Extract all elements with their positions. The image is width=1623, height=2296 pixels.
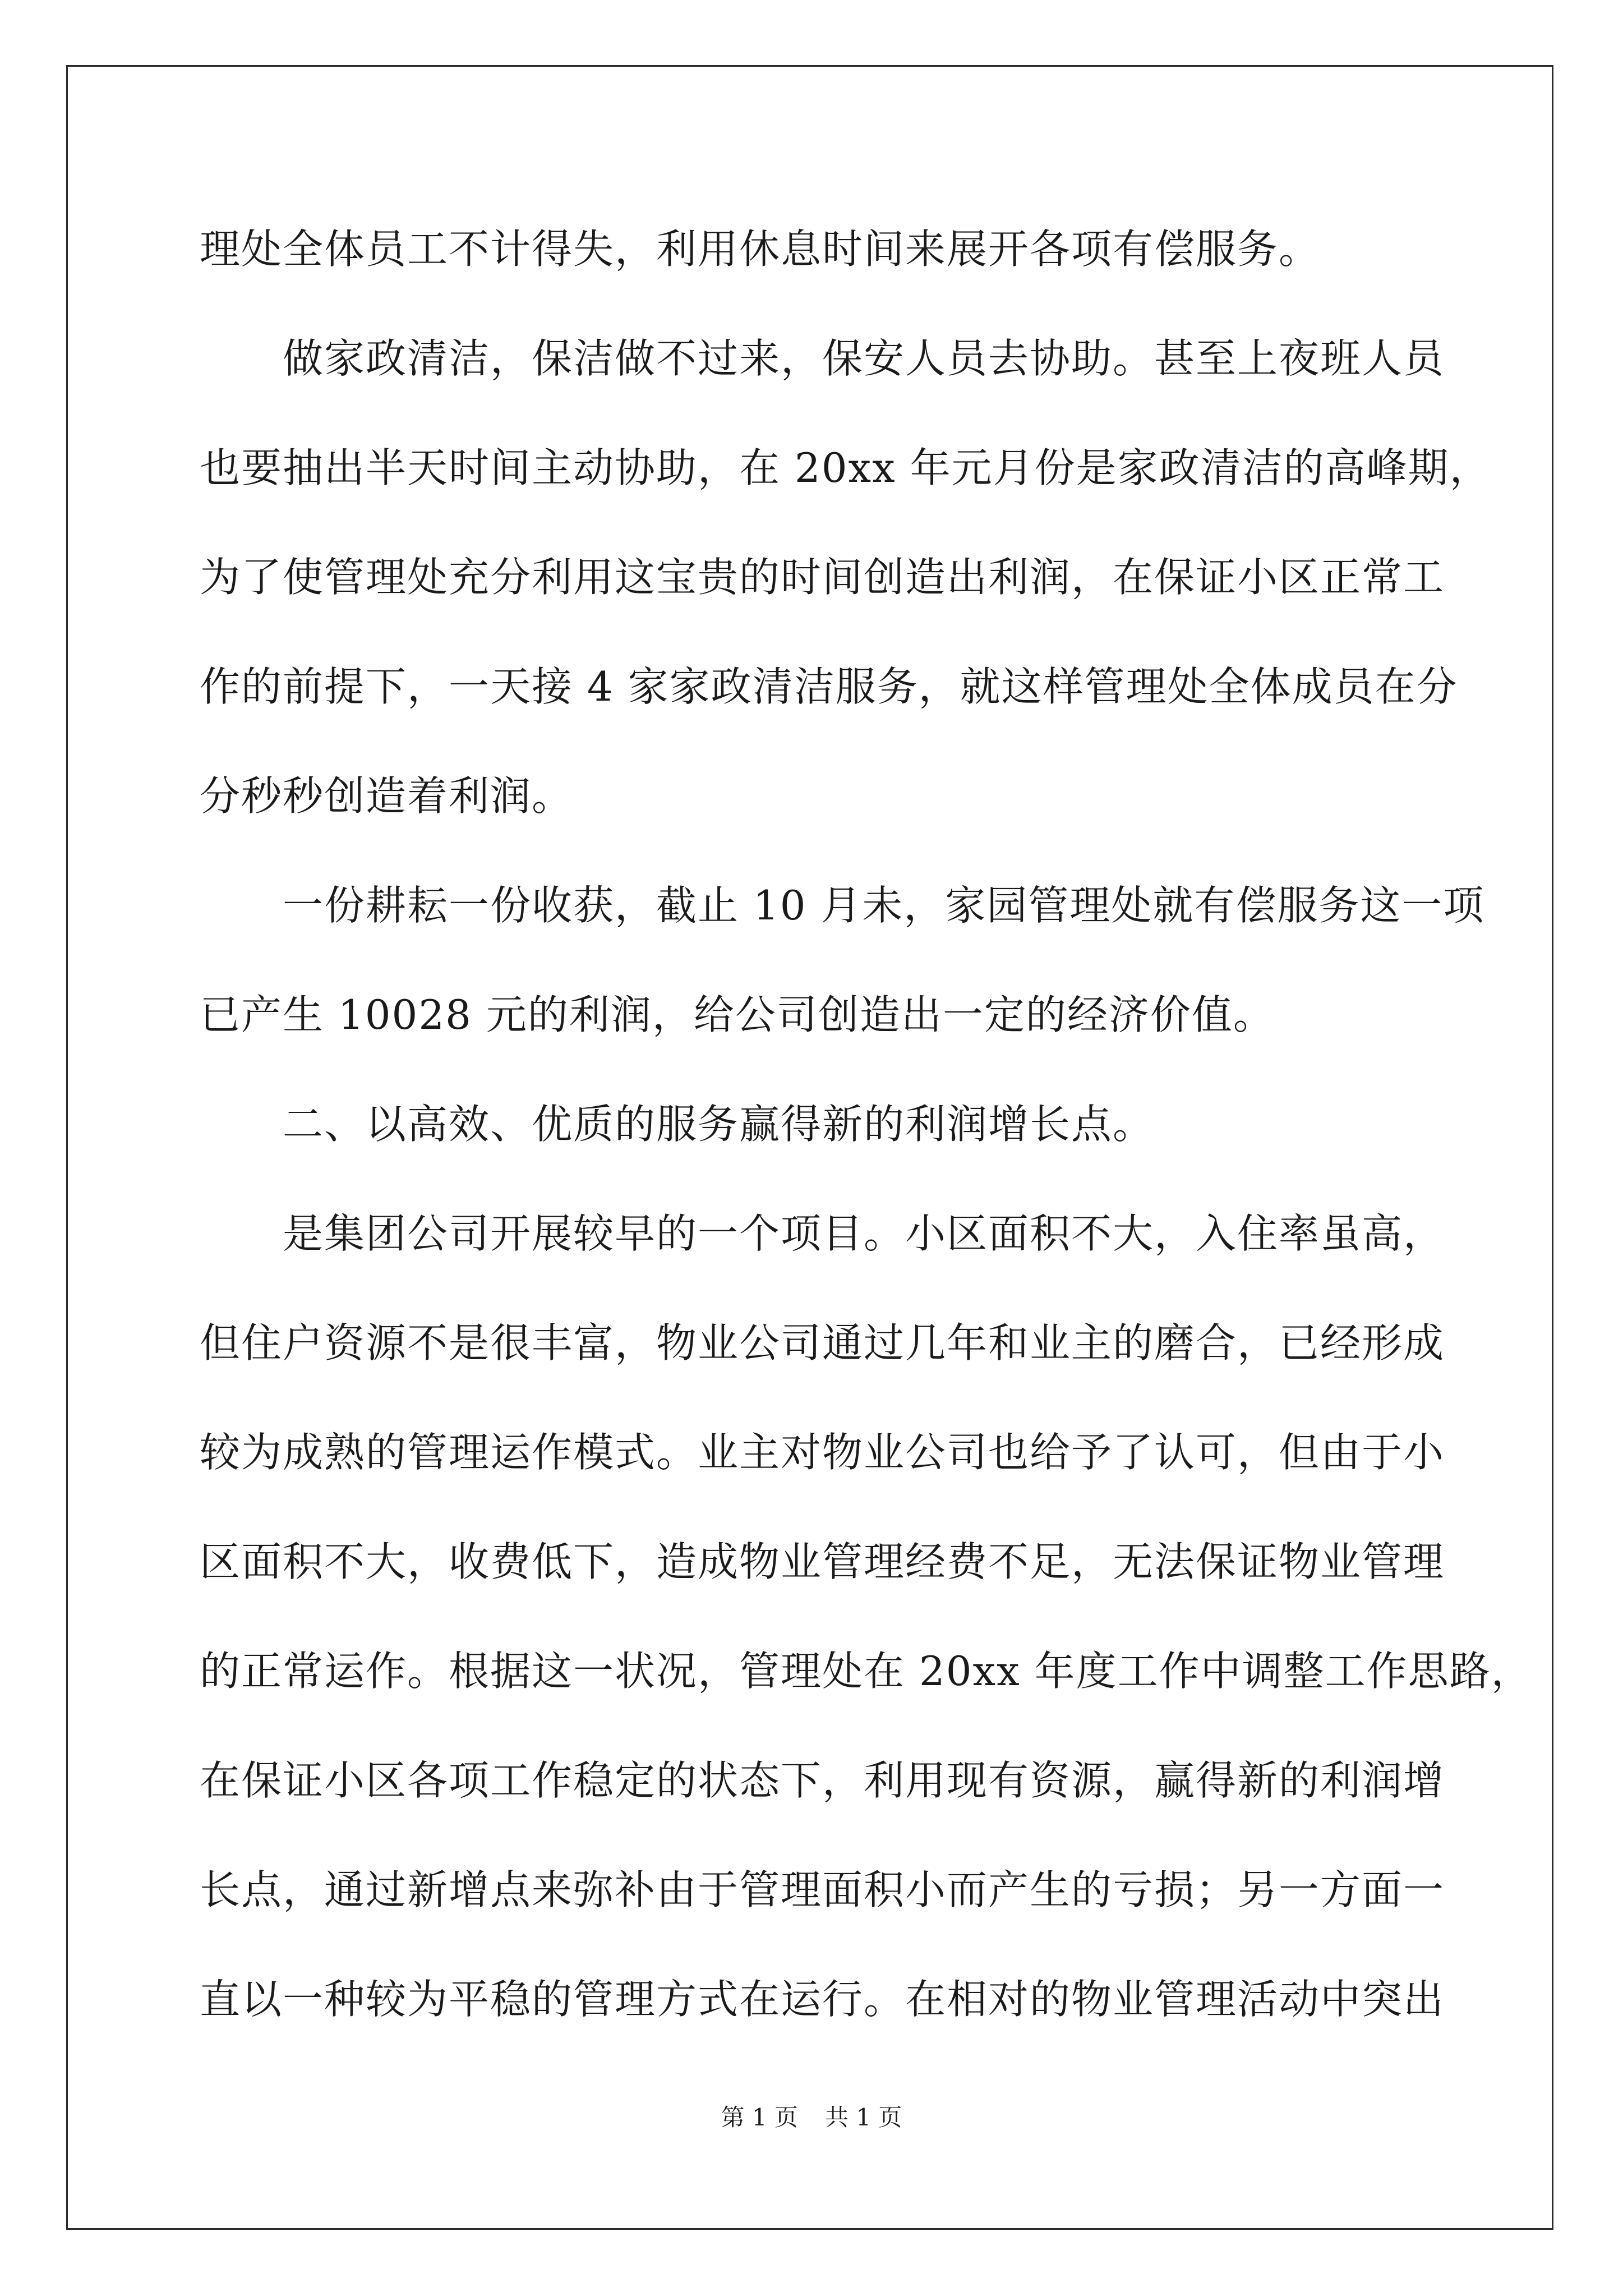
paragraph-first-line: 是集团公司开展较早的一个项目。小区面积不大，入住率虽高， (283, 1210, 1445, 1257)
paragraph-first-line: 做家政清洁，保洁做不过来，保安人员去协助。甚至上夜班人员 (283, 335, 1445, 382)
text-line: 直以一种较为平稳的管理方式在运行。在相对的物业管理活动中突出 (200, 1976, 1445, 2023)
text-line: 的正常运作。根据这一状况，管理处在 20xx 年度工作中调整工作思路， (200, 1648, 1533, 1695)
section-heading: 二、以高效、优质的服务赢得新的利润增长点。 (283, 1101, 1155, 1148)
page-number: 第 1 页 (721, 2104, 798, 2131)
text-line: 较为成熟的管理运作模式。业主对物业公司也给予了认可，但由于小 (200, 1429, 1445, 1476)
text-line: 区面积不大，收费低下，造成物业管理经费不足，无法保证物业管理 (200, 1538, 1445, 1585)
text-line: 已产生 10028 元的利润，给公司创造出一定的经济价值。 (200, 991, 1275, 1038)
text-line: 但住户资源不是很丰富，物业公司通过几年和业主的磨合，已经形成 (200, 1319, 1445, 1366)
text-line: 理处全体员工不计得失，利用休息时间来展开各项有偿服务。 (200, 226, 1321, 273)
text-line: 也要抽出半天时间主动协助，在 20xx 年元月份是家政清洁的高峰期， (200, 444, 1491, 491)
text-line: 长点，通过新增点来弥补由于管理面积小而产生的亏损；另一方面一 (200, 1866, 1445, 1913)
page-footer (0, 2101, 1623, 2134)
page-total: 共 1 页 (825, 2104, 902, 2131)
text-line: 作的前提下，一天接 4 家家政清洁服务，就这样管理处全体成员在分 (200, 663, 1458, 710)
text-line: 在保证小区各项工作稳定的状态下，利用现有资源，赢得新的利润增 (200, 1757, 1445, 1804)
paragraph-first-line: 一份耕耘一份收获，截止 10 月未，家园管理处就有偿服务这一项 (283, 882, 1485, 929)
text-line: 为了使管理处充分利用这宝贵的时间创造出利润，在保证小区正常工 (200, 554, 1445, 601)
text-line: 分秒秒创造着利润。 (200, 772, 574, 820)
